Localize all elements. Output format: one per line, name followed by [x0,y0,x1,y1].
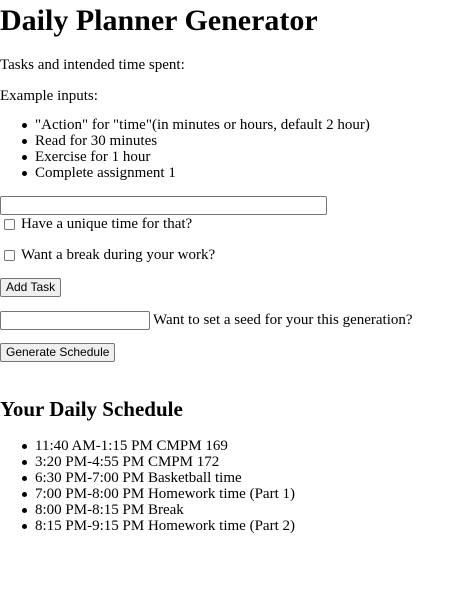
schedule-item: 8:15 PM-9:15 PM Homework time (Part 2) [35,518,295,534]
schedule-item: 11:40 AM-1:15 PM CMPM 169 [35,438,295,454]
schedule-list [0,438,295,534]
break-checkbox[interactable] [4,250,15,261]
tasks-prompt: Tasks and intended time spent: [0,57,185,73]
schedule-item: 8:00 PM-8:15 PM Break [35,502,295,518]
example-item: "Action" for "time"(in minutes or hours, default 2 hour) [35,117,370,133]
schedule-item: 6:30 PM-7:00 PM Basketball time [35,470,295,486]
add-task-button[interactable]: Add Task [0,278,61,297]
task-input[interactable] [0,196,327,215]
seed-input[interactable] [0,311,150,330]
page-title: Daily Planner Generator [0,4,318,37]
example-item: Read for 30 minutes [35,133,370,149]
schedule-item: 7:00 PM-8:00 PM Homework time (Part 1) [35,486,295,502]
example-list [0,117,370,181]
schedule-item: 3:20 PM-4:55 PM CMPM 172 [35,454,295,470]
example-item: Complete assignment 1 [35,165,370,181]
example-heading: Example inputs: [0,88,98,104]
unique-time-checkbox[interactable] [4,219,15,230]
example-item: Exercise for 1 hour [35,149,370,165]
unique-time-label: Have a unique time for that? [21,216,193,232]
seed-label: Want to set a seed for your this generation? [153,312,413,328]
generate-schedule-button[interactable]: Generate Schedule [0,343,115,362]
schedule-heading: Your Daily Schedule [0,397,183,421]
break-label: Want a break during your work? [21,247,216,263]
